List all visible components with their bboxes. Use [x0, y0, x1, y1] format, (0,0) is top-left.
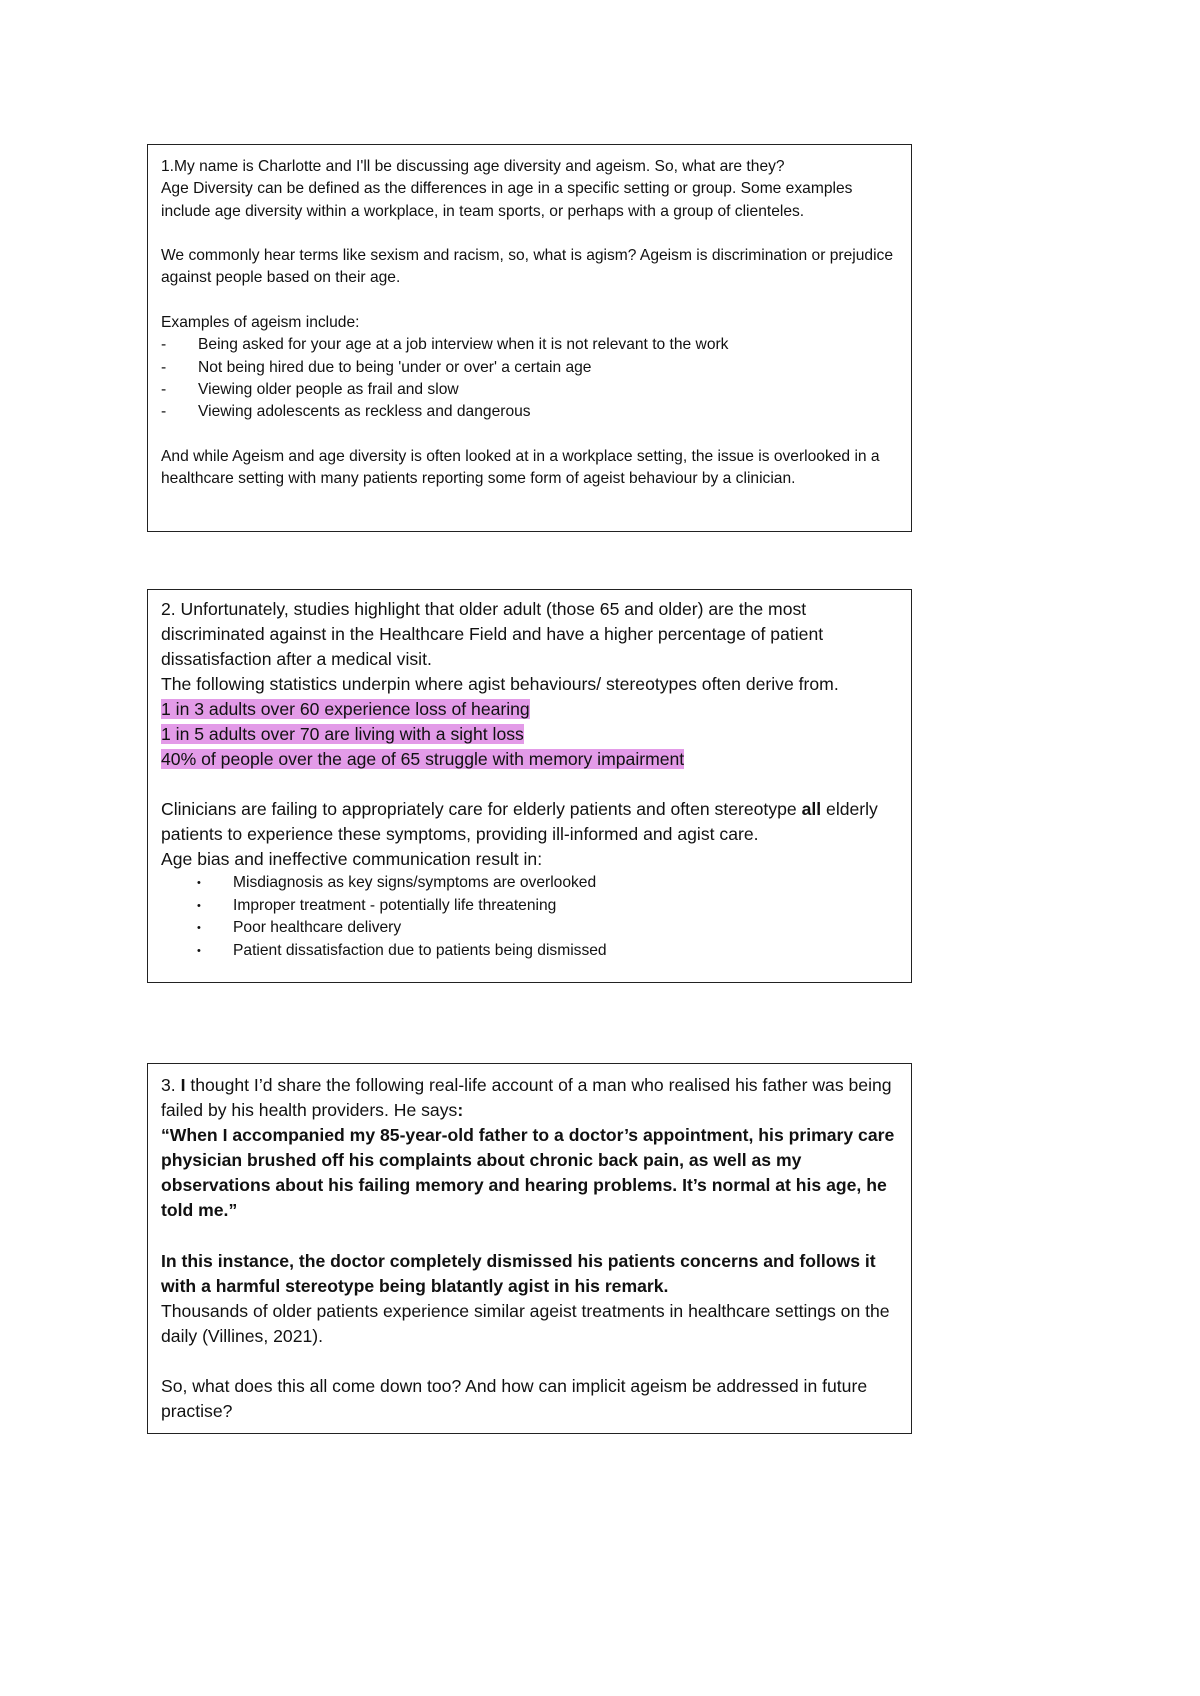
box3-paragraph-4: So, what does this all come down too? And how can implicit ageism be addressed in future practise? [161, 1375, 868, 1422]
box3-quote: “When I accompanied my 85-year-old father to a doctor’s appointment, his primary care physician brushed off his complaints about chronic back pain, as well as my observations about his failing memory and hearing problems. It’s normal at his age, he told me.” [161, 1125, 895, 1221]
box2-intro: 2. Unfortunately, studies highlight that older adult (those 65 and older) are the most discriminated against in the Healthcare Field and have a higher percentage of patient dissatisfaction after a medical visit. [161, 599, 824, 669]
list-item: • Patient dissatisfaction due to patients being dismissed [161, 940, 898, 963]
ageism-examples-list [161, 334, 898, 423]
spacer [161, 424, 898, 446]
spacer [161, 290, 898, 312]
emphasis-all: all [801, 799, 822, 819]
box2-result-intro: Age bias and ineffective communication result in: [161, 849, 543, 869]
box1-line2: Age Diversity can be defined as the differences in age in a specific setting or group. Some examples include age diversity within a workplace, in team sports, or perhaps with a group of clienteles. [161, 180, 853, 220]
list-item: - Not being hired due to being 'under or over' a certain age [161, 357, 898, 379]
stat-line [161, 697, 898, 722]
stat-line [161, 747, 898, 772]
box3-paragraph-3: Thousands of older patients experience similar ageist treatments in healthcare settings on the daily (Villines, 2021). [161, 1300, 890, 1346]
spacer [161, 1224, 898, 1249]
box2-stats-intro: The following statistics underpin where agist behaviours/ stereotypes often derive from. [161, 674, 839, 694]
list-item: • Misdiagnosis as key signs/symptoms are overlooked [161, 872, 898, 895]
spacer [161, 772, 898, 797]
highlighted-stat: 40% of people over the age of 65 struggle with memory impairment [161, 749, 685, 769]
spacer [161, 1349, 898, 1374]
text-box-1 [147, 144, 912, 532]
text-box-2 [147, 589, 912, 983]
list-item: • Poor healthcare delivery [161, 917, 898, 940]
box3-analysis: In this instance, the doctor completely dismissed his patients concerns and follows it with a harmful stereotype being blatantly agist in his remark. [161, 1250, 876, 1296]
highlighted-stat: 1 in 3 adults over 60 experience loss of hearing [161, 699, 530, 719]
stat-line [161, 722, 898, 747]
box1-paragraph-4: And while Ageism and age diversity is often looked at in a workplace setting, the issue is overlooked in a healthcare setting with many patients reporting some form of ageist behaviour by a clinician. [161, 447, 880, 488]
box3-intro: 3. I thought I’d share the following real-life account of a man who realised his father was being failed by his health providers. He says: [161, 1075, 892, 1121]
box2-clinicians-paragraph: Clinicians are failing to appropriately care for elderly patients and often stereotype all elderly patients to experience these symptoms, providing ill-informed and agist care. [161, 799, 878, 844]
list-item: - Viewing older people as frail and slow [161, 379, 898, 401]
consequences-list [161, 872, 898, 962]
box1-paragraph-2: We commonly hear terms like sexism and racism, so, what is agism? Ageism is discrimination or prejudice against people based on their age. [161, 247, 893, 287]
box1-line1: 1.My name is Charlotte and I'll be discussing age diversity and ageism. So, what are they? [161, 158, 785, 175]
text-box-3 [147, 1063, 912, 1434]
list-item: - Viewing adolescents as reckless and dangerous [161, 401, 898, 423]
highlighted-stat: 1 in 5 adults over 70 are living with a sight loss [161, 724, 524, 744]
list-item: - Being asked for your age at a job interview when it is not relevant to the work [161, 334, 898, 356]
spacer [161, 223, 898, 245]
box1-examples-intro: Examples of ageism include: [161, 314, 360, 332]
list-item: • Improper treatment - potentially life threatening [161, 895, 898, 918]
